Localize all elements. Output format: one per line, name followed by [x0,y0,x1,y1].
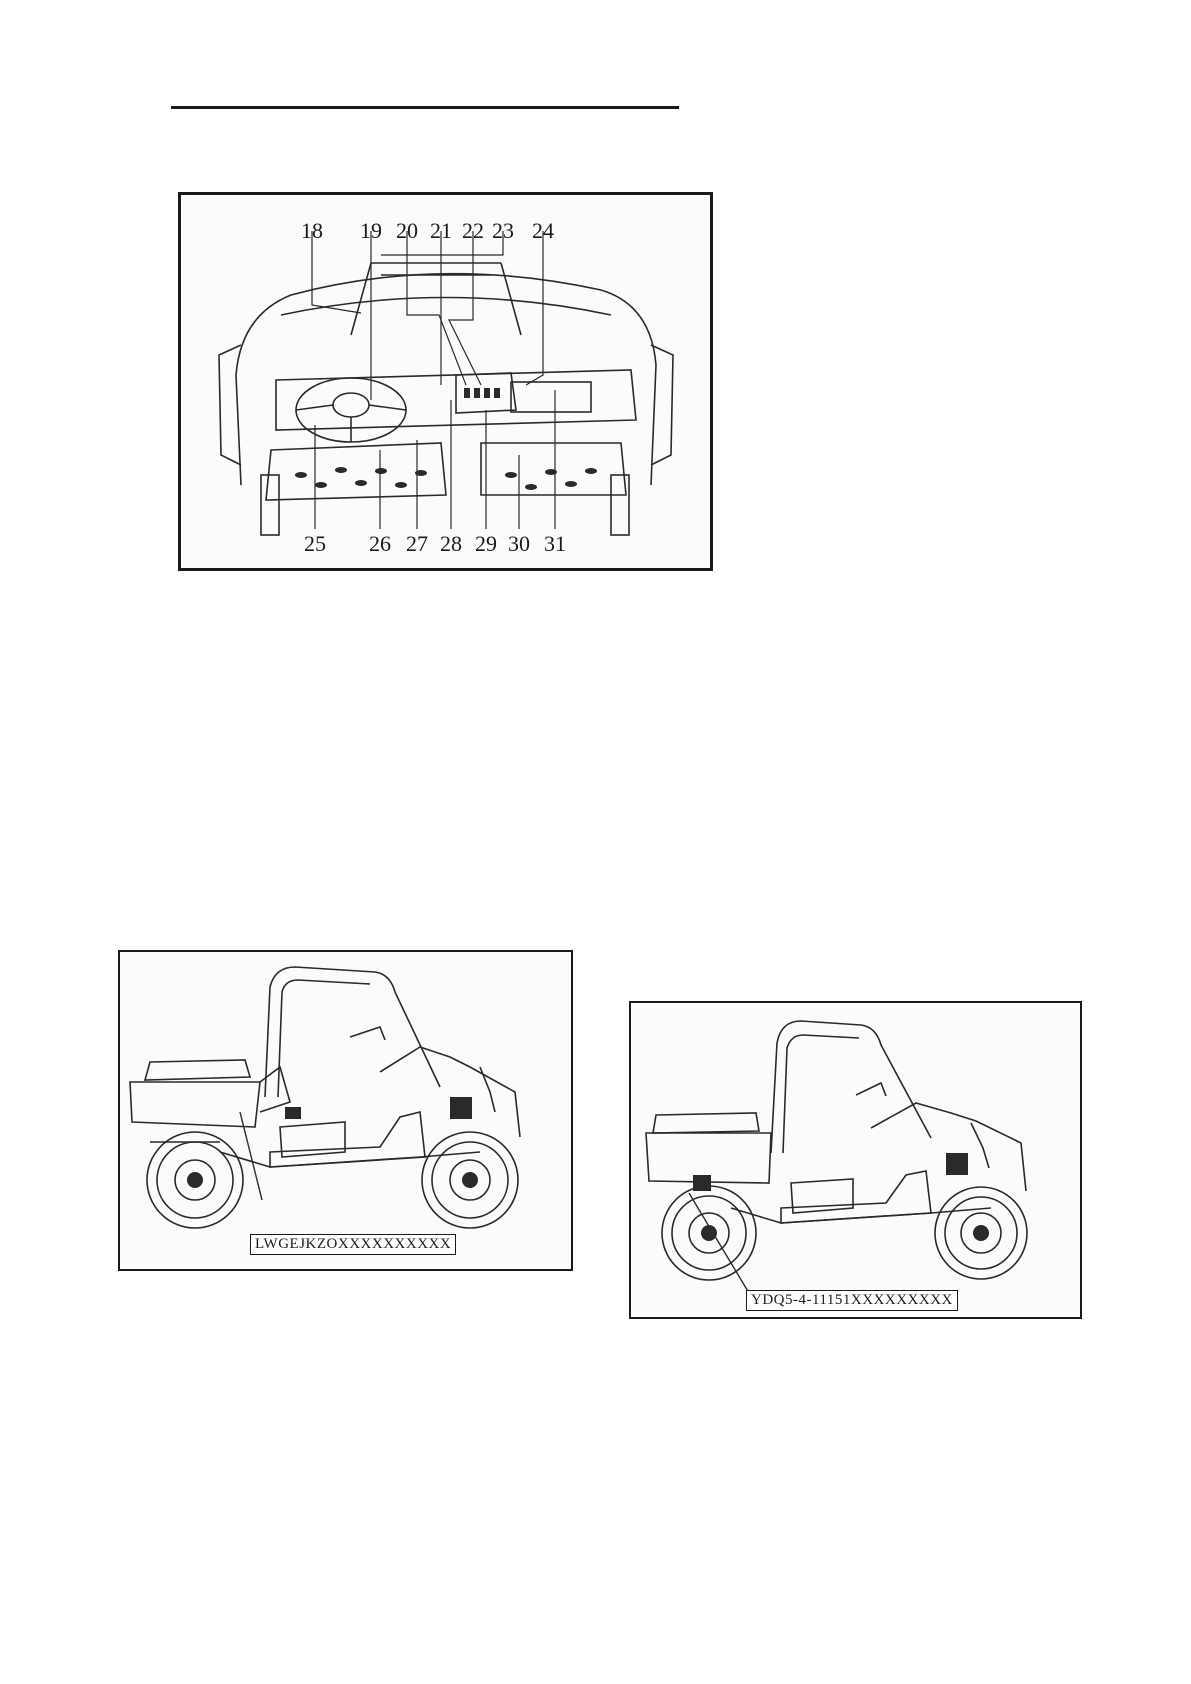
dashboard-drawing [181,195,710,568]
callout-26: 26 [369,531,391,556]
engine-number-diagram [629,1001,1082,1319]
callout-21: 21 [430,218,452,243]
callout-31: 31 [544,531,566,556]
callout-25: 25 [304,531,326,556]
section-rule [171,106,679,109]
callout-18: 18 [301,218,323,243]
frame-serial-label: LWGEJKZOXXXXXXXXXX [250,1234,456,1255]
vehicle-side-drawing-right [631,1003,1080,1317]
engine-serial-label: YDQ5-4-11151XXXXXXXXX [746,1290,958,1311]
callout-28: 28 [440,531,462,556]
callout-19: 19 [360,218,382,243]
callout-20: 20 [396,218,418,243]
callout-22: 22 [462,218,484,243]
frame-number-diagram [118,950,573,1271]
callout-27: 27 [406,531,428,556]
callout-29: 29 [475,531,497,556]
callout-30: 30 [508,531,530,556]
callout-23: 23 [492,218,514,243]
callout-24: 24 [532,218,554,243]
vehicle-side-drawing-left [120,952,571,1269]
dashboard-diagram [178,192,713,571]
